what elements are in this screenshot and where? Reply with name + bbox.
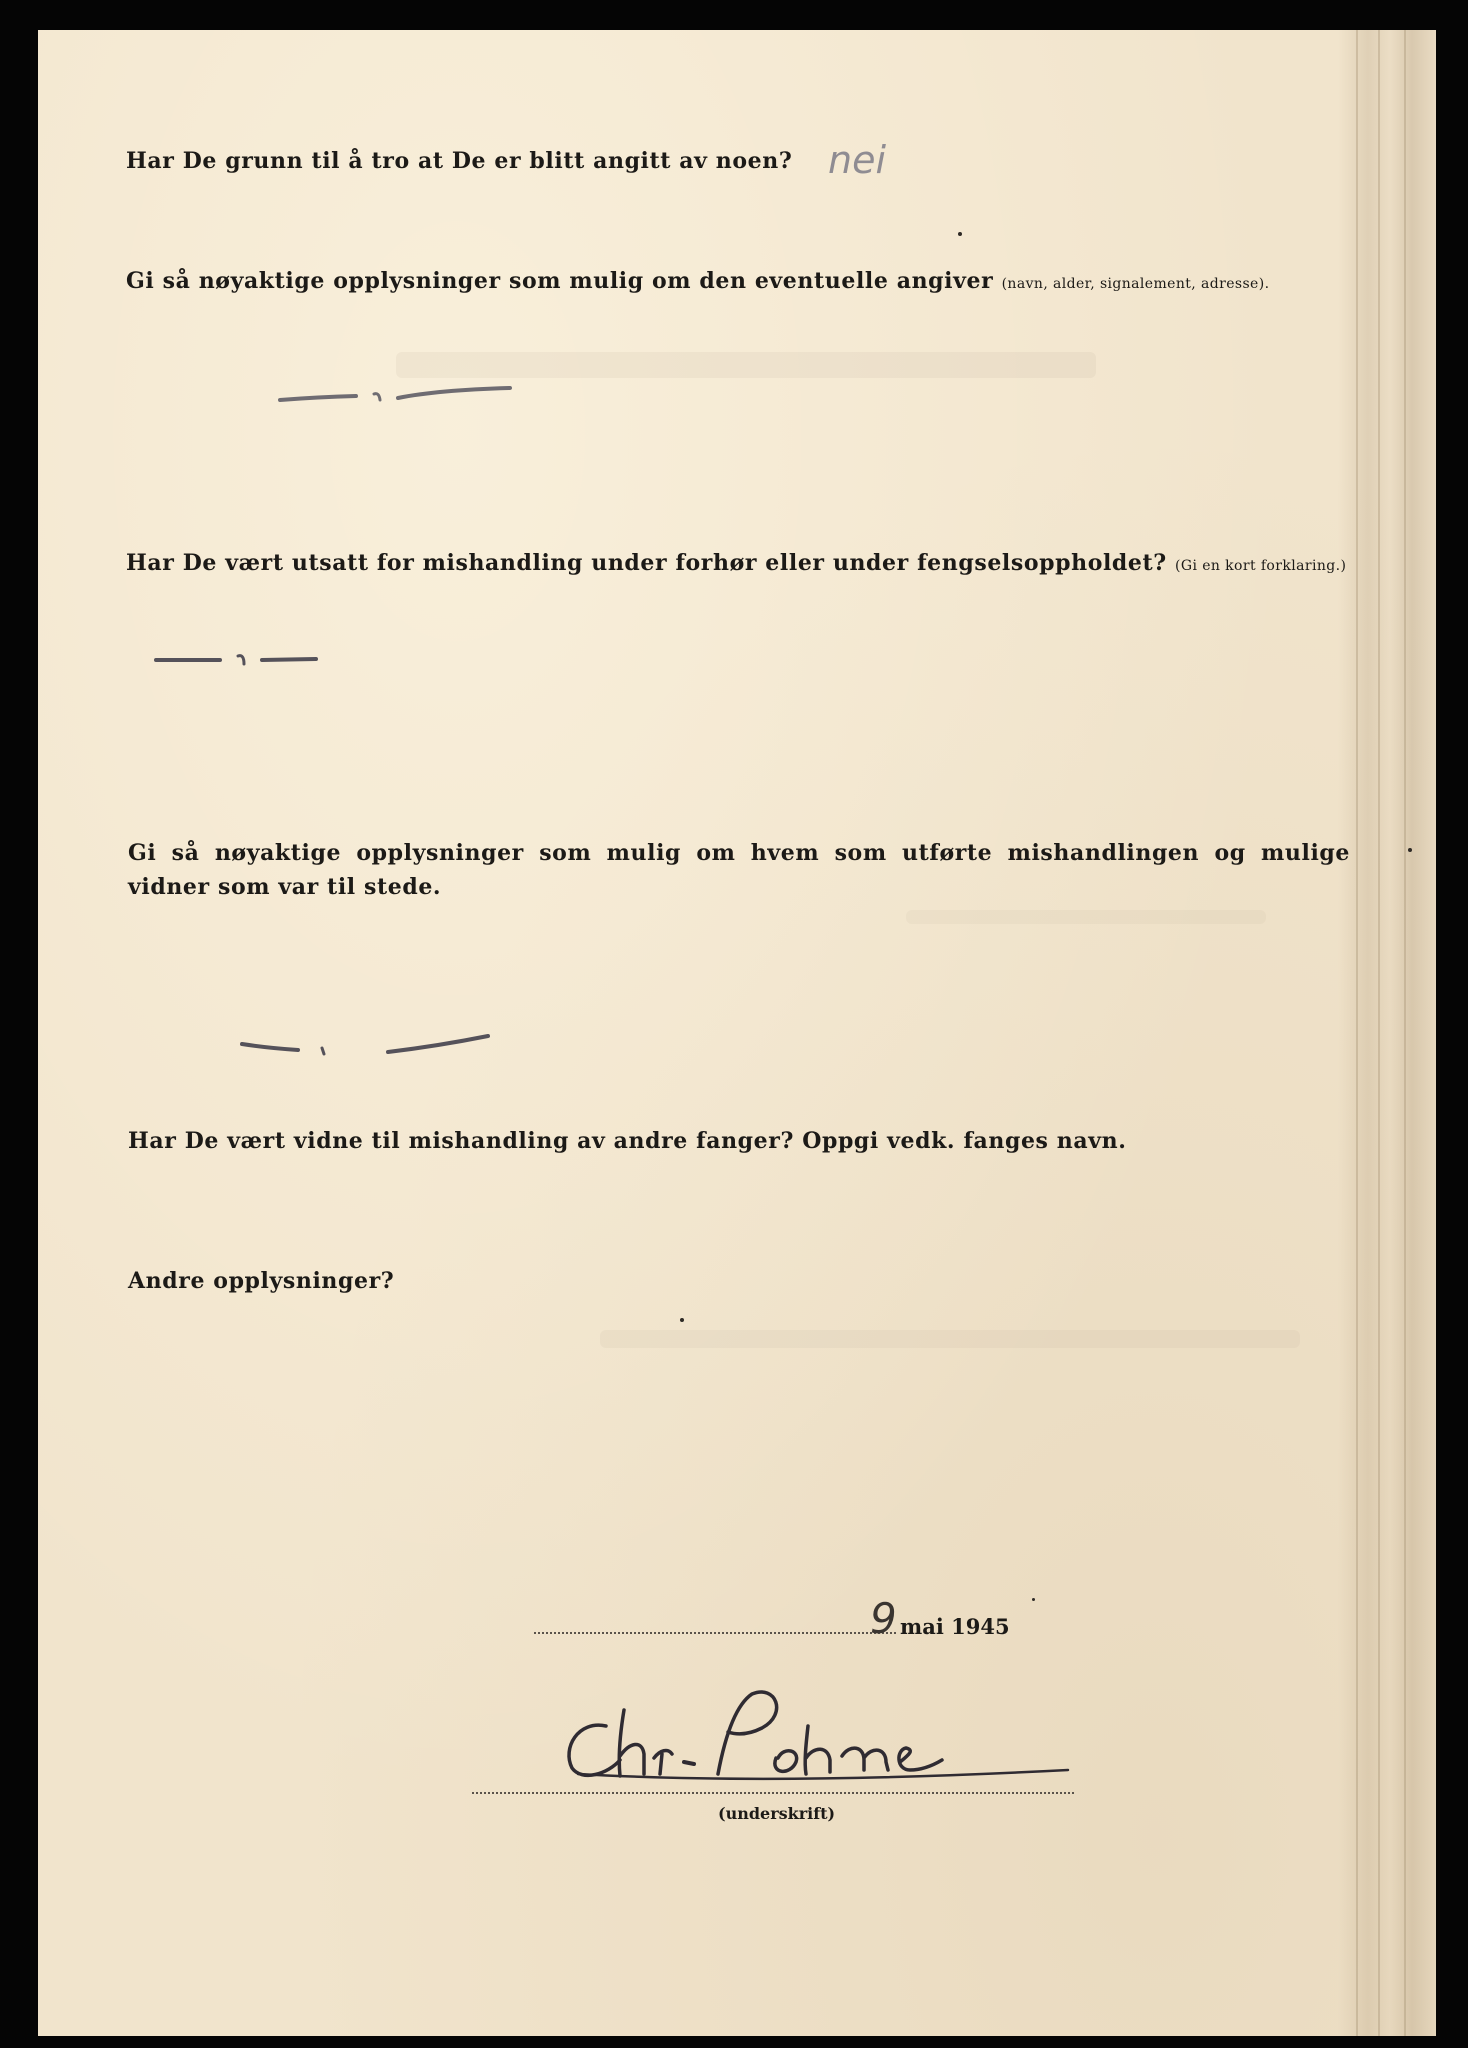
question-angitt-label: Har De grunn til å tro at De er blitt angitt av noen? [126,148,793,174]
page-edge-line [1356,30,1358,2036]
question-angiver-note: (navn, alder, signalement, adresse). [1001,276,1270,292]
answer-utforte-ditto-mark [238,1030,498,1060]
signature-image [538,1670,1098,1800]
answer-utforte-text [238,1030,241,1031]
answer-mishandling-ditto-mark [154,646,324,672]
answer-angiver-text [278,370,281,371]
page-edge-line [1378,30,1380,2036]
question-angiver-label: Gi så nøyaktige opplysninger som mulig om den eventuelle angiver [126,268,994,294]
signature-label: (underskrift) [718,1804,836,1823]
ink-speck [1032,1598,1035,1601]
page-edge-line [1404,30,1406,2036]
question-utforte [128,836,1350,904]
question-angiver [126,268,1269,294]
question-angitt [126,148,792,174]
ink-speck [680,1318,684,1322]
ink-speck [958,232,962,236]
question-vidne-label: Har De vært vidne til mishandling av andre fanger? Oppgi vedk. fanges navn. [128,1128,1127,1154]
date-text: mai 1945 [900,1614,1010,1639]
answer-angiver-ditto-mark [278,380,518,410]
question-vidne [128,1128,1126,1154]
bleed-through-bar [396,352,1096,378]
bleed-through-bar [906,910,1266,924]
date-line [534,1632,896,1634]
date-day: 9 [870,1594,897,1643]
answer-mishandling-text [154,646,157,647]
question-andre-label: Andre opplysninger? [128,1268,395,1294]
question-utforte-label: Gi så nøyaktige opplysninger som mulig om hvem som utførte mishandlingen og mulige vidner som var til stede. [128,840,1350,900]
document-page [38,30,1436,2036]
question-mishandling-note: (Gi en kort forklaring.) [1175,558,1347,574]
question-mishandling-label: Har De vært utsatt for mishandling under forhør eller under fengselsoppholdet? [126,550,1167,576]
signature-line [472,1792,1074,1794]
answer-angitt: nei [828,138,887,182]
ink-speck [1408,848,1412,852]
signature-text [578,1730,582,1731]
question-mishandling [126,550,1346,576]
question-andre [128,1268,394,1294]
bleed-through-bar [600,1330,1300,1348]
